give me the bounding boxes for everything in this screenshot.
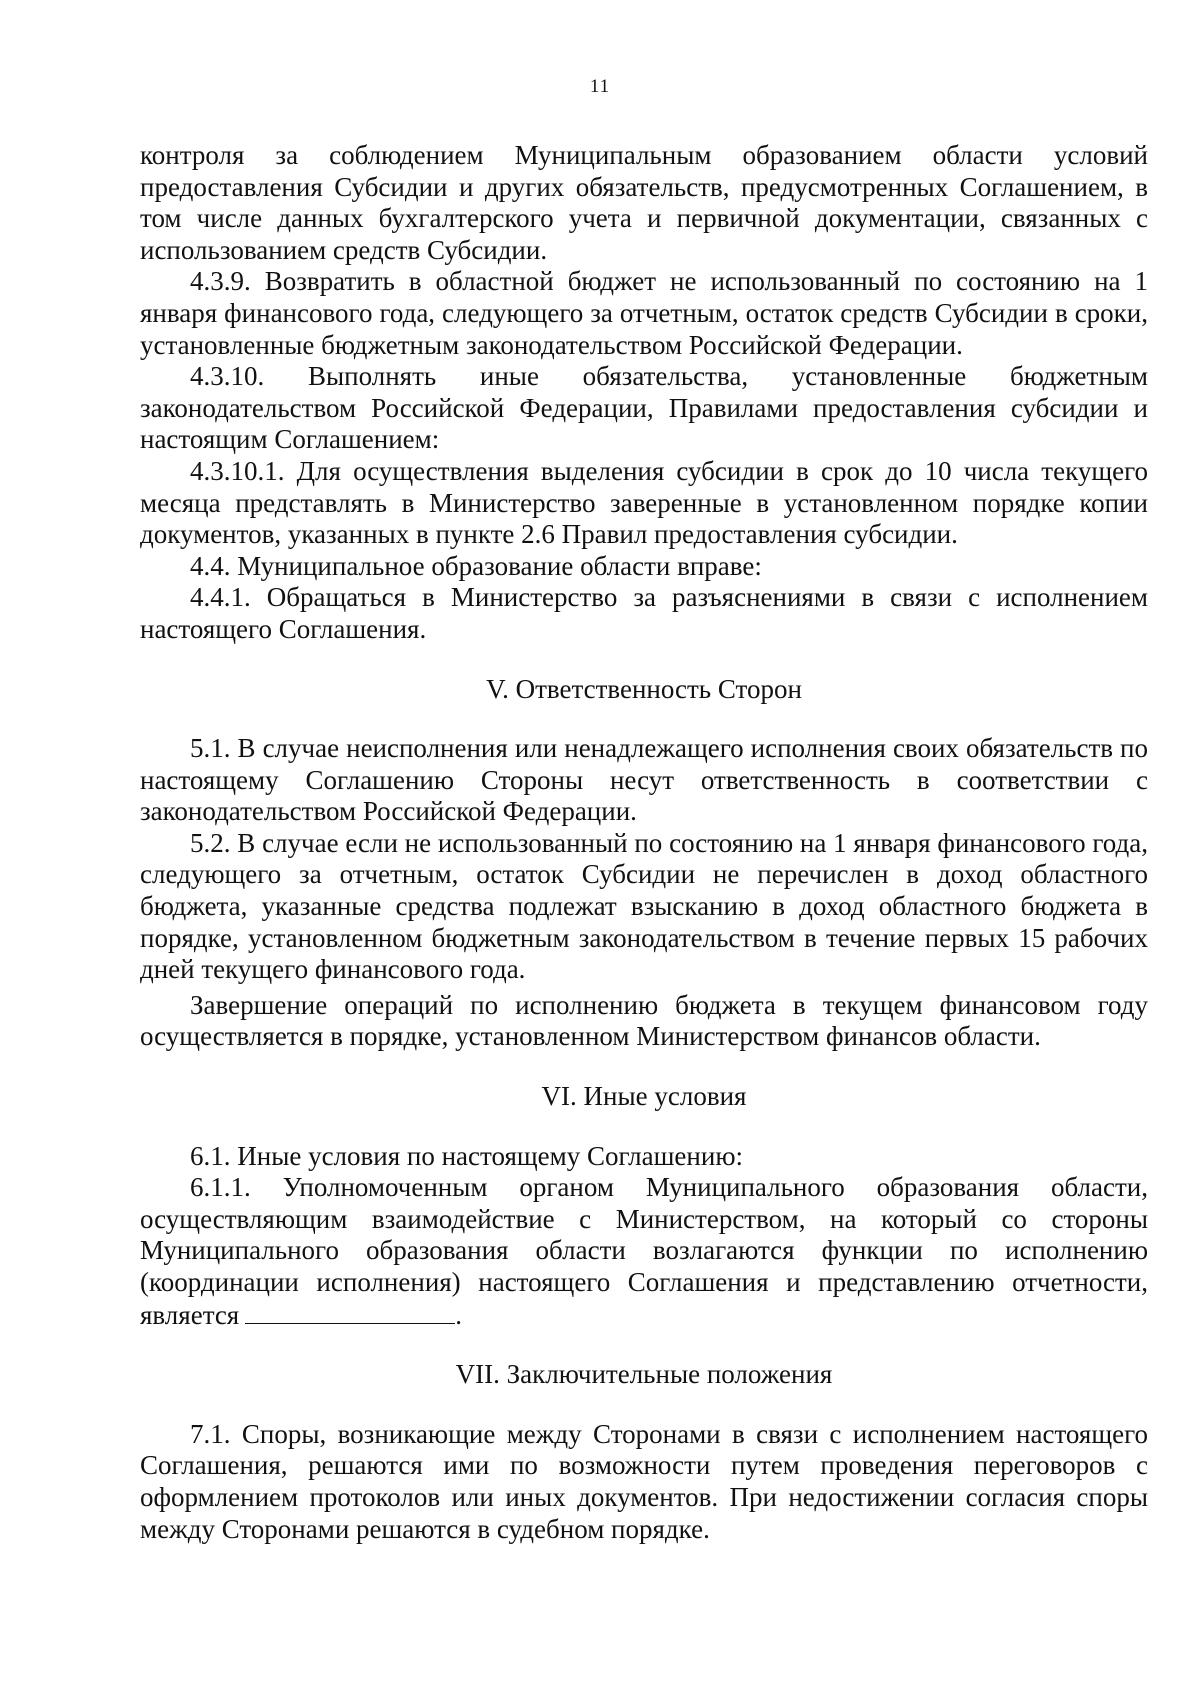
paragraph-4-3-10: 4.3.10. Выполнять иные обязательства, установленные бюджетным законодательством Российской Федерации, Правилами предоставления субсидии и настоящим Соглашением: xyxy=(140,361,1148,455)
paragraph-4-3-9: 4.3.9. Возвратить в областной бюджет не использованный по состоянию на 1 января финансового года, следующего за отчетным, остаток средств Субсидии в сроки, установленные бюджетным законодательством Российской Федерации. xyxy=(140,266,1148,360)
paragraph-6-1-1-end: . xyxy=(455,1299,462,1330)
paragraph-4-3-10-1: 4.3.10.1. Для осуществления выделения субсидии в срок до 10 числа текущего месяца представлять в Министерство заверенные в установленном порядке копии документов, указанных в пункте 2.6 Правил предоставления субсидии. xyxy=(140,455,1148,550)
paragraph-budget-completion: Завершение операций по исполнению бюджета в текущем финансовом году осуществляется в порядке, установленном Министерством финансов области. xyxy=(140,989,1148,1052)
paragraph-continuation: контроля за соблюдением Муниципальным образованием области условий предоставления Субсидии и других обязательств, предусмотренных Соглашением, в том числе данных бухгалтерского учета и первичной документации, связанных с использованием средств Субсидии. xyxy=(140,140,1148,265)
paragraph-4-4: 4.4. Муниципальное образование области вправе: xyxy=(190,550,762,581)
paragraph-6-1-1-text: 6.1.1. Уполномоченным органом Муниципального образования области, осуществляющим взаимодействие с Министерством, на который со стороны Муниципального образования области возлагаются функции по исполнению (координации исполнения) настоящего Соглашения и представлению отчетности, является xyxy=(140,1172,1148,1330)
section-heading-6: VI. Иные условия xyxy=(541,1081,747,1112)
section-heading-7: VII. Заключительные положения xyxy=(455,1359,833,1390)
section-heading-5: V. Ответственность Сторон xyxy=(486,673,802,704)
paragraph-5-2: 5.2. В случае если не использованный по состоянию на 1 января финансового года, следующего за отчетным, остаток Субсидии не перечислен в доход областного бюджета, указанные средства подлежат взысканию в доход областного бюджета в порядке, установленном бюджетным законодательством в течение первых 15 рабочих дней текущего финансового года. xyxy=(140,827,1148,985)
document-body xyxy=(140,140,1148,1545)
blank-fill-line xyxy=(245,1299,455,1324)
paragraph-6-1: 6.1. Иные условия по настоящему Соглашению: xyxy=(190,1140,743,1171)
page-number: 11 xyxy=(589,76,611,97)
paragraph-5-1: 5.1. В случае неисполнения или ненадлежащего исполнения своих обязательств по настоящему Соглашению Стороны несут ответственность в соответствии с законодательством Российской Федерации. xyxy=(140,733,1148,827)
paragraph-6-1-1 xyxy=(140,1172,1148,1331)
paragraph-4-4-1: 4.4.1. Обращаться в Министерство за разъяснениями в связи с исполнением настоящего Соглашения. xyxy=(140,582,1148,644)
paragraph-7-1: 7.1. Споры, возникающие между Сторонами в связи с исполнением настоящего Соглашения, решаются ими по возможности путем проведения переговоров с оформлением протоколов или иных документов. При недостижении согласия споры между Сторонами решаются в судебном порядке. xyxy=(140,1418,1148,1544)
